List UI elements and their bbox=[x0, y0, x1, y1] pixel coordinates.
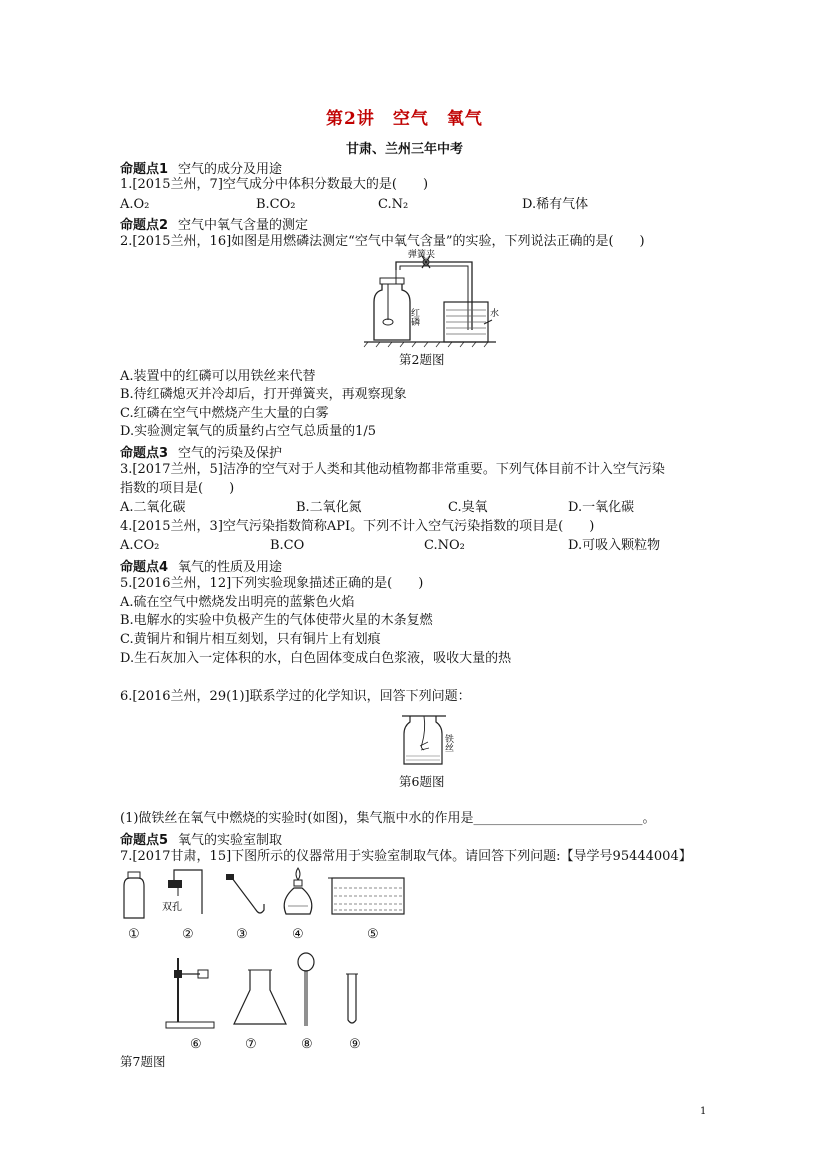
q7-figure-caption: 第7题图 bbox=[120, 1054, 166, 1069]
instrument-1-gas-jar bbox=[124, 872, 144, 918]
q7-number-4: ④ bbox=[292, 927, 304, 942]
q4-option-d: D.可吸入颗粒物 bbox=[568, 538, 661, 553]
q7-number-5: ⑤ bbox=[367, 927, 379, 942]
q5-option-c: C.黄铜片和铜片相互刻划，只有铜片上有划痕 bbox=[120, 632, 381, 647]
q4-option-c: C.NO₂ bbox=[424, 538, 465, 553]
page-number: 1 bbox=[700, 1106, 707, 1117]
q7-instruments-row1 bbox=[118, 866, 418, 926]
q7-number-1: ① bbox=[128, 927, 140, 942]
topic-3 bbox=[120, 442, 282, 461]
q5-option-a: A.硫在空气中燃烧发出明亮的蓝紫色火焰 bbox=[120, 595, 355, 610]
q5-stem: 5.[2016兰州，12]下列实验现象描述正确的是( ) bbox=[120, 576, 424, 591]
q3-stem-line2: 指数的项目是( ) bbox=[120, 481, 235, 496]
topic-3-text: 空气的污染及保护 bbox=[178, 446, 283, 461]
q3-option-b: B.二氧化氮 bbox=[296, 500, 362, 515]
q7-number-2: ② bbox=[182, 927, 194, 942]
q2-fig-label-phosphorus: 红磷 bbox=[409, 308, 419, 326]
topic-4-label: 命题点4 bbox=[120, 560, 169, 575]
q6-gas-jar-figure bbox=[400, 712, 460, 770]
topic-2-label: 命题点2 bbox=[120, 218, 169, 233]
topic-2 bbox=[120, 214, 308, 233]
topic-1 bbox=[120, 158, 282, 177]
q6-stem: 6.[2016兰州，29(1)]联系学过的化学知识，回答下列问题： bbox=[120, 689, 471, 704]
q2-stem: 2.[2015兰州，16]如图是用燃磷法测定“空气中氧气含量”的实验，下列说法正确的是( ) bbox=[120, 234, 645, 249]
instrument-4-alcohol-lamp bbox=[284, 868, 312, 914]
instrument-7-conical-flask bbox=[234, 970, 286, 1024]
q3-option-d: D.一氧化碳 bbox=[568, 500, 635, 515]
q5-option-b: B.电解水的实验中负极产生的气体使带火星的木条复燃 bbox=[120, 613, 433, 628]
topic-5-label: 命题点5 bbox=[120, 833, 169, 848]
topic-1-text: 空气的成分及用途 bbox=[178, 162, 283, 177]
topic-4-text: 氧气的性质及用途 bbox=[178, 560, 283, 575]
instrument-9-test-tube bbox=[346, 974, 358, 1023]
q5-option-d: D.生石灰加入一定体积的水，白色固体变成白色浆液，吸收大量的热 bbox=[120, 651, 512, 666]
topic-5 bbox=[120, 829, 282, 848]
q2-figure-caption: 第2题图 bbox=[399, 352, 445, 367]
q2-apparatus-figure bbox=[360, 250, 500, 350]
instrument-6-iron-stand bbox=[166, 958, 214, 1028]
q1-option-c: C.N₂ bbox=[378, 197, 409, 212]
topic-3-label: 命题点3 bbox=[120, 446, 169, 461]
q7-number-6: ⑥ bbox=[190, 1037, 202, 1052]
q7-number-3: ③ bbox=[236, 927, 248, 942]
q7-stem: 7.[2017甘肃，15]下图所示的仪器常用于实验室制取气体。请回答下列问题:【导学号95444004】 bbox=[120, 849, 692, 864]
q1-option-d: D.稀有气体 bbox=[522, 197, 589, 212]
q6-part1: (1)做铁丝在氧气中燃烧的实验时(如图)，集气瓶中水的作用是__________________________。 bbox=[120, 811, 656, 826]
q1-option-a: A.O₂ bbox=[120, 197, 150, 212]
q4-option-b: B.CO bbox=[270, 538, 305, 553]
q6-figure-caption: 第6题图 bbox=[399, 774, 445, 789]
q2-option-c: C.红磷在空气中燃烧产生大量的白雾 bbox=[120, 406, 329, 421]
topic-2-text: 空气中氧气含量的测定 bbox=[178, 218, 309, 233]
q4-option-a: A.CO₂ bbox=[120, 538, 160, 553]
topic-1-label: 命题点1 bbox=[120, 162, 169, 177]
q7-number-9: ⑨ bbox=[349, 1037, 361, 1052]
instrument-2-stopper-tubes bbox=[162, 870, 202, 914]
q7-number-7: ⑦ bbox=[245, 1037, 257, 1052]
q2-option-b: B.待红磷熄灭并冷却后，打开弹簧夹，再观察现象 bbox=[120, 387, 407, 402]
q7-instruments-row2 bbox=[160, 950, 380, 1032]
q4-stem: 4.[2015兰州，3]空气污染指数简称API。下列不计入空气污染指数的项目是( ) bbox=[120, 519, 595, 534]
q7-fig-label-plug: 双孔 bbox=[162, 902, 182, 913]
topic-4 bbox=[120, 556, 282, 575]
q1-stem: 1.[2015兰州，7]空气成分中体积分数最大的是( ) bbox=[120, 177, 429, 192]
q6-fig-label-wire: 铁丝 bbox=[443, 734, 453, 752]
q2-fig-label-clamp: 弹簧夹 bbox=[408, 250, 436, 260]
instrument-5-water-trough bbox=[328, 878, 404, 914]
page-title: 第2讲 空气 氧气 bbox=[326, 109, 483, 129]
q3-option-c: C.臭氧 bbox=[448, 500, 488, 515]
page-subtitle: 甘肃、兰州三年中考 bbox=[346, 142, 464, 157]
q7-number-8: ⑧ bbox=[301, 1037, 313, 1052]
instrument-8-long-funnel bbox=[298, 953, 314, 1026]
q2-fig-label-water: 水 bbox=[490, 309, 500, 319]
topic-5-text: 氧气的实验室制取 bbox=[178, 833, 283, 848]
q2-option-d: D.实验测定氧气的质量约占空气总质量的1/5 bbox=[120, 424, 377, 439]
q1-option-b: B.CO₂ bbox=[256, 197, 296, 212]
instrument-3-bent-tube bbox=[226, 874, 264, 913]
q3-option-a: A.二氧化碳 bbox=[120, 500, 186, 515]
q3-stem-line1: 3.[2017兰州，5]洁净的空气对于人类和其他动植物都非常重要。下列气体目前不计入空气污染 bbox=[120, 462, 665, 477]
q2-option-a: A.装置中的红磷可以用铁丝来代替 bbox=[120, 369, 316, 384]
